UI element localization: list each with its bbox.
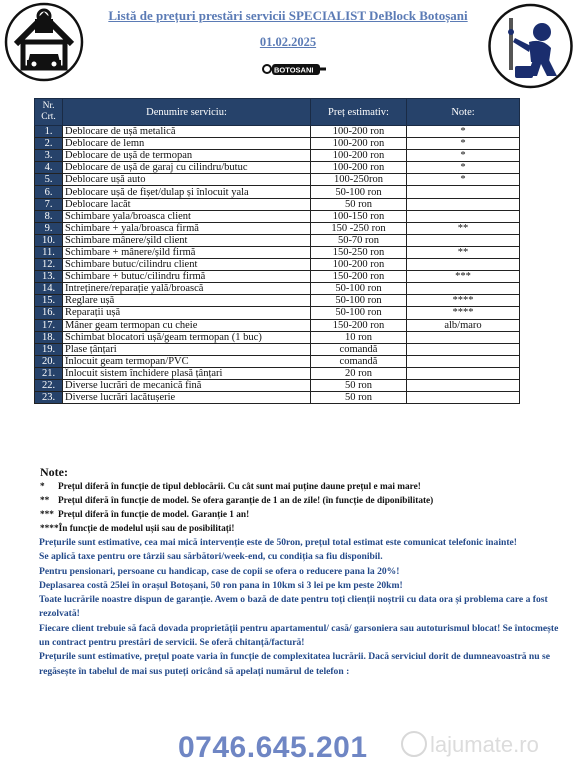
row-number: 2. xyxy=(35,138,63,150)
service-name: Reparații ușă xyxy=(63,307,311,319)
service-note xyxy=(407,210,520,222)
price-table xyxy=(34,98,520,404)
service-note xyxy=(407,392,520,404)
table-row xyxy=(35,222,520,234)
service-note: ** xyxy=(407,222,520,234)
row-number: 7. xyxy=(35,198,63,210)
row-number: 12. xyxy=(35,259,63,271)
service-note xyxy=(407,331,520,343)
table-row xyxy=(35,271,520,283)
service-name: Schimbare + butuc/cilindru firmă xyxy=(63,271,311,283)
table-row xyxy=(35,234,520,246)
row-number: 20. xyxy=(35,355,63,367)
service-price: 150-250 ron xyxy=(311,246,407,258)
table-row xyxy=(35,174,520,186)
table-row xyxy=(35,138,520,150)
service-price: 100-200 ron xyxy=(311,162,407,174)
service-price: 50-70 ron xyxy=(311,234,407,246)
table-row xyxy=(35,246,520,258)
table-row xyxy=(35,331,520,343)
service-note: * xyxy=(407,138,520,150)
table-row xyxy=(35,355,520,367)
service-price: 50 ron xyxy=(311,379,407,391)
service-note xyxy=(407,283,520,295)
service-price: 100-150 ron xyxy=(311,210,407,222)
service-name: Plase țânțari xyxy=(63,343,311,355)
locksmith-logo xyxy=(487,2,574,90)
service-price: 150-200 ron xyxy=(311,319,407,331)
service-price: 20 ron xyxy=(311,367,407,379)
service-name: Înlocuit geam termopan/PVC xyxy=(63,355,311,367)
note-text: Prețul diferă în funcție de model. Garanție 1 an! xyxy=(58,510,250,520)
service-price: 100-200 ron xyxy=(311,150,407,162)
row-number: 22. xyxy=(35,379,63,391)
service-note xyxy=(407,234,520,246)
service-price: 50 ron xyxy=(311,392,407,404)
service-note: *** xyxy=(407,271,520,283)
service-name: Reglare ușă xyxy=(63,295,311,307)
info-paragraph: Deplasarea costă 25lei în orașul Botoșani, 50 ron pana in 10km si 3 lei pe km peste 20km! xyxy=(39,579,403,591)
service-price: 100-200 ron xyxy=(311,126,407,138)
info-paragraph: Prețurile sunt estimative, cea mai mică intervenție este de 50ron, prețul total estimat este comunicat telefonic inainte! xyxy=(39,537,517,548)
service-note: alb/maro xyxy=(407,319,520,331)
service-price: 150 -250 ron xyxy=(311,222,407,234)
service-name: Schimbare butuc/cilindru client xyxy=(63,259,311,271)
service-name: Schimbare mânere/șild client xyxy=(63,234,311,246)
service-note: * xyxy=(407,174,520,186)
service-name: Schimbare + yala/broasca firmă xyxy=(63,222,311,234)
service-note: **** xyxy=(407,307,520,319)
header-price: Preț estimativ: xyxy=(311,99,407,126)
table-header-row xyxy=(35,99,520,126)
service-note: ** xyxy=(407,246,520,258)
note-item xyxy=(40,494,560,508)
note-item xyxy=(40,522,560,536)
row-number: 15. xyxy=(35,295,63,307)
service-note xyxy=(407,367,520,379)
service-name: Deblocare de ușă de termopan xyxy=(63,150,311,162)
key-brand-logo xyxy=(260,55,330,83)
row-number: 16. xyxy=(35,307,63,319)
header-nr: Nr. Crt. xyxy=(35,99,63,126)
note-stars: ** xyxy=(40,496,50,506)
service-name: Deblocare de ușă metalică xyxy=(63,126,311,138)
watermark-text: lajumate.ro xyxy=(430,732,539,757)
row-number: 6. xyxy=(35,186,63,198)
service-name: Deblocare ușă auto xyxy=(63,174,311,186)
table-row xyxy=(35,150,520,162)
service-price: 50-100 ron xyxy=(311,295,407,307)
house-car-logo xyxy=(4,2,84,82)
service-name: Deblocare de ușă de garaj cu cilindru/butuc xyxy=(63,162,311,174)
service-price: 100-200 ron xyxy=(311,138,407,150)
info-paragraph: Fiecare client trebuie să facă dovada proprietății pentru apartamentul/ casă/ garsoniera sau autoturismul blocat! Se întocmește un contract pentru prestări de servicii. Se oferă chitanță/factură! xyxy=(39,622,559,649)
page-title: Listă de prețuri prestări servicii SPECIALIST DeBlock Botoșani xyxy=(108,8,468,23)
service-note: **** xyxy=(407,295,520,307)
notes-section xyxy=(40,465,560,679)
service-name: Schimbare + mânere/șild firmă xyxy=(63,246,311,258)
info-paragraph: Se aplică taxe pentru ore târzii sau sărbători/week-end, cu condiția sa fiu disponibil. xyxy=(39,551,383,563)
service-note xyxy=(407,343,520,355)
header-service: Denumire serviciu: xyxy=(63,99,311,126)
row-number: 19. xyxy=(35,343,63,355)
row-number: 17. xyxy=(35,319,63,331)
service-price: 10 ron xyxy=(311,331,407,343)
service-price: 50-100 ron xyxy=(311,186,407,198)
service-name: Deblocare de lemn xyxy=(63,138,311,150)
row-number: 10. xyxy=(35,234,63,246)
service-price: 100-200 ron xyxy=(311,259,407,271)
price-list-date: 01.02.2025 xyxy=(259,35,317,49)
note-text: Prețul diferă în funcție de tipul deblocării. Cu cât sunt mai puține daune prețul e mai mare! xyxy=(58,482,421,492)
service-note: * xyxy=(407,162,520,174)
row-number: 1. xyxy=(35,126,63,138)
table-row xyxy=(35,126,520,138)
service-name: Înlocuit sistem închidere plasă țânțari xyxy=(63,367,311,379)
info-paragraph: Pentru pensionari, persoane cu handicap, case de copii se ofera o reducere pana la 20%! xyxy=(39,565,400,577)
note-text: Prețul diferă în funcție de model. Se ofera garanție de 1 an de zile! (în funcție de diponibilitate) xyxy=(58,496,434,506)
service-price: 50-100 ron xyxy=(311,283,407,295)
row-number: 5. xyxy=(35,174,63,186)
service-price: comandă xyxy=(311,355,407,367)
row-number: 14. xyxy=(35,283,63,295)
table-row xyxy=(35,259,520,271)
service-note: * xyxy=(407,150,520,162)
notes-heading: Note: xyxy=(40,465,68,479)
service-note xyxy=(407,186,520,198)
service-name: Intreținere/reparație yală/broască xyxy=(63,283,311,295)
row-number: 13. xyxy=(35,271,63,283)
service-note xyxy=(407,355,520,367)
row-number: 21. xyxy=(35,367,63,379)
row-number: 8. xyxy=(35,210,63,222)
service-name: Deblocare lacăt xyxy=(63,198,311,210)
row-number: 18. xyxy=(35,331,63,343)
watermark xyxy=(378,726,578,766)
service-note xyxy=(407,379,520,391)
row-number: 9. xyxy=(35,222,63,234)
table-row xyxy=(35,162,520,174)
service-name: Schimbat blocatori ușă/geam termopan (1 buc) xyxy=(63,331,311,343)
service-price: 150-200 ron xyxy=(311,271,407,283)
table-row xyxy=(35,343,520,355)
table-row xyxy=(35,379,520,391)
service-price: 50 ron xyxy=(311,198,407,210)
service-price: 100-250ron xyxy=(311,174,407,186)
row-number: 11. xyxy=(35,246,63,258)
brand-text: BOTOSANI xyxy=(274,65,314,75)
service-price: comandă xyxy=(311,343,407,355)
service-name: Diverse lucrări lacătușerie xyxy=(63,392,311,404)
service-price: 50-100 ron xyxy=(311,307,407,319)
row-number: 4. xyxy=(35,162,63,174)
info-paragraph: Prețurile sunt estimative, prețul poate varia în funcție de complexitatea lucrării. Dacă serviciul dorit de dumneavoastră nu se regăsește în tabelul de mai sus puteți oricând să apelați numărul de telefon : xyxy=(39,651,550,677)
service-name: Mâner geam termopan cu cheie xyxy=(63,319,311,331)
service-note xyxy=(407,198,520,210)
row-number: 3. xyxy=(35,150,63,162)
header-note: Note: xyxy=(407,99,520,126)
note-stars: **** xyxy=(40,524,59,534)
service-note xyxy=(407,259,520,271)
note-stars: *** xyxy=(40,510,54,520)
table-row xyxy=(35,210,520,222)
note-item xyxy=(40,508,560,522)
table-row xyxy=(35,198,520,210)
service-note: * xyxy=(407,126,520,138)
table-row xyxy=(35,295,520,307)
note-item xyxy=(40,480,560,494)
info-paragraph: Toate lucrările noastre dispun de garanție. Avem o bază de date pentru toți clienții noștrii cu data ora și problema care a fost rezolvată! xyxy=(39,594,548,620)
table-row xyxy=(35,186,520,198)
phone-number[interactable]: 0746.645.201 xyxy=(178,731,368,764)
table-row xyxy=(35,319,520,331)
table-row xyxy=(35,307,520,319)
service-name: Schimbare yala/broasca client xyxy=(63,210,311,222)
service-name: Diverse lucrări de mecanică fină xyxy=(63,379,311,391)
table-row xyxy=(35,283,520,295)
note-stars: * xyxy=(40,482,45,492)
note-text: În funcție de modelul ușii sau de posibilitați! xyxy=(58,524,235,534)
table-row xyxy=(35,367,520,379)
service-name: Deblocare ușă de fișet/dulap și înlocuit yala xyxy=(63,186,311,198)
row-number: 23. xyxy=(35,392,63,404)
table-row xyxy=(35,392,520,404)
